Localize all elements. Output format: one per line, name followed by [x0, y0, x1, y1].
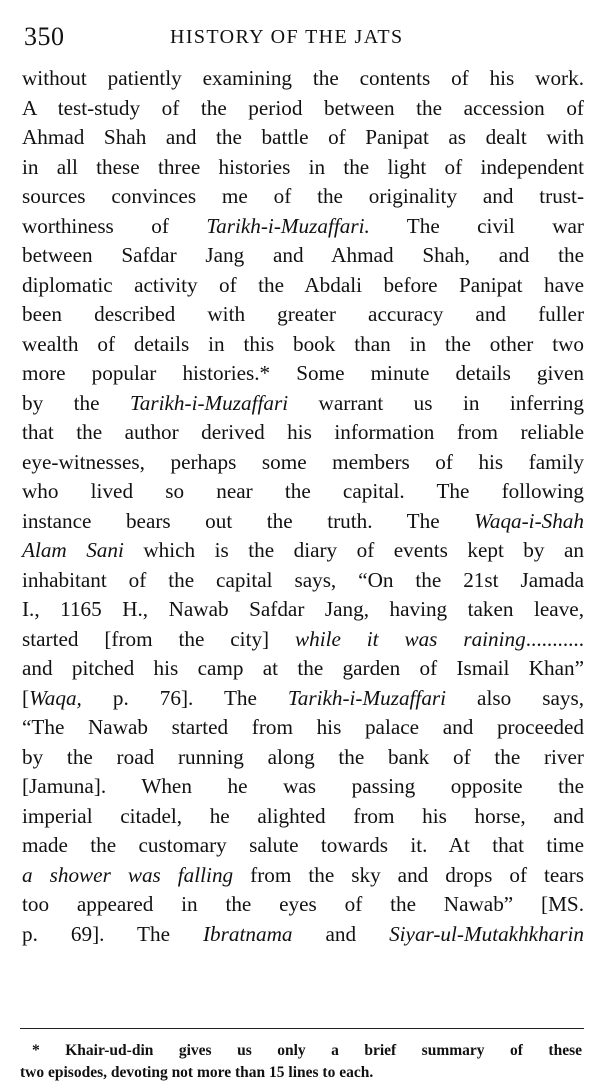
- text-run: by the road running along the bank of the river: [22, 744, 584, 769]
- text-run: from the sky and drops of tears: [233, 862, 585, 887]
- text-run: eye-witnesses, perhaps some members of his family: [22, 449, 584, 474]
- text-line: [22, 772, 584, 802]
- text-line: [22, 212, 584, 242]
- body-paragraph: [22, 64, 584, 949]
- text-line: [22, 536, 584, 566]
- text-line: [22, 123, 584, 153]
- italic-title-text: Siyar-ul-Mutakhkharin: [389, 921, 584, 946]
- text-run: ...........: [525, 626, 584, 651]
- text-run: sources convinces me of the originality and trust-: [22, 184, 584, 208]
- text-run: [Jamuna]. When he was passing opposite the: [22, 774, 584, 798]
- text-line: [22, 330, 584, 360]
- text-run: The civil war: [369, 213, 584, 238]
- italic-title-text: Waqa-i-Shah: [474, 508, 584, 533]
- italic-title-text: Ibratnama: [203, 921, 293, 946]
- text-line: [22, 300, 584, 330]
- text-line: [22, 890, 584, 920]
- footnote-divider: [20, 1028, 584, 1029]
- text-line: [22, 831, 584, 861]
- text-line: [22, 684, 584, 714]
- text-line: [22, 94, 584, 124]
- text-run: in all these three histories in the light of independent: [22, 154, 584, 179]
- text-line: [22, 625, 584, 655]
- footnote: [20, 1040, 582, 1084]
- text-run: made the customary salute towards it. At that time: [22, 833, 584, 857]
- text-line: [22, 64, 584, 94]
- text-line: [22, 743, 584, 773]
- text-run: A test-study of the period between the accession of: [22, 95, 584, 120]
- text-line: [22, 418, 584, 448]
- text-run: p. 76]. The: [81, 685, 288, 710]
- italic-title-text: Waqa,: [29, 685, 82, 710]
- text-line: [22, 271, 584, 301]
- text-line: [22, 359, 584, 389]
- text-run: “The Nawab started from his palace and proceeded: [22, 715, 584, 739]
- text-line: [22, 566, 584, 596]
- text-run: who lived so near the capital. The following: [22, 479, 584, 503]
- text-run: started [from the city]: [22, 626, 295, 651]
- text-run: been described with greater accuracy and fuller: [22, 302, 584, 326]
- text-run: that the author derived his information from reliable: [22, 420, 584, 444]
- running-title: HISTORY OF THE JATS: [170, 26, 404, 48]
- text-line: [22, 654, 584, 684]
- text-run: between Safdar Jang and Ahmad Shah, and the: [22, 243, 584, 267]
- text-line: [22, 595, 584, 625]
- italic-title-text: Tarikh-i-Muzaffari: [287, 685, 447, 710]
- text-run: Ahmad Shah and the battle of Panipat as dealt with: [22, 125, 584, 149]
- text-line: [22, 802, 584, 832]
- text-run: and: [292, 921, 390, 946]
- text-line: [22, 448, 584, 478]
- text-run: warrant us in inferring: [288, 390, 584, 415]
- text-line: [22, 477, 584, 507]
- text-line: [22, 507, 584, 537]
- text-run: also says,: [446, 685, 584, 710]
- italic-title-text: Tarikh-i-Muzaffari: [129, 390, 289, 415]
- italic-title-text: Alam Sani: [22, 538, 124, 562]
- text-line: [22, 389, 584, 419]
- text-run: imperial citadel, he alighted from his horse, and: [22, 803, 584, 828]
- text-run: inhabitant of the capital says, “On the 21st Jamada: [22, 567, 584, 592]
- text-run: instance bears out the truth. The: [22, 508, 475, 533]
- text-run: worthiness of: [22, 213, 207, 238]
- text-run: without patiently examining the contents of his work.: [22, 66, 584, 90]
- page-number: 350: [24, 22, 65, 51]
- text-run: diplomatic activity of the Abdali before Panipat have: [22, 272, 584, 297]
- footnote-line: two episodes, devoting not more than 15 lines to each.: [20, 1064, 374, 1081]
- text-run: more popular histories.* Some minute details given: [22, 361, 584, 385]
- text-run: too appeared in the eyes of the Nawab” [MS.: [22, 892, 584, 916]
- text-line: [22, 182, 584, 212]
- italic-title-text: while it was raining: [295, 626, 526, 651]
- text-line: [22, 241, 584, 271]
- text-run: p. 69]. The: [22, 921, 203, 946]
- text-run: by the: [22, 390, 130, 415]
- text-line: [22, 153, 584, 183]
- footnote-line: * Khair-ud-din gives us only a brief summary of these: [32, 1042, 582, 1059]
- text-line: [22, 920, 584, 950]
- text-run: wealth of details in this book than in the other two: [22, 331, 584, 356]
- text-run: I., 1165 H., Nawab Safdar Jang, having taken leave,: [22, 597, 584, 621]
- text-run: [: [22, 685, 30, 710]
- running-header: [20, 18, 585, 58]
- text-run: which is the diary of events kept by an: [123, 538, 584, 562]
- text-line: [22, 713, 584, 743]
- text-run: and pitched his camp at the garden of Ismail Khan”: [22, 656, 584, 680]
- italic-title-text: Tarikh-i-Muzaffari.: [206, 213, 370, 238]
- text-line: [22, 861, 584, 891]
- italic-title-text: a shower was falling: [22, 862, 234, 887]
